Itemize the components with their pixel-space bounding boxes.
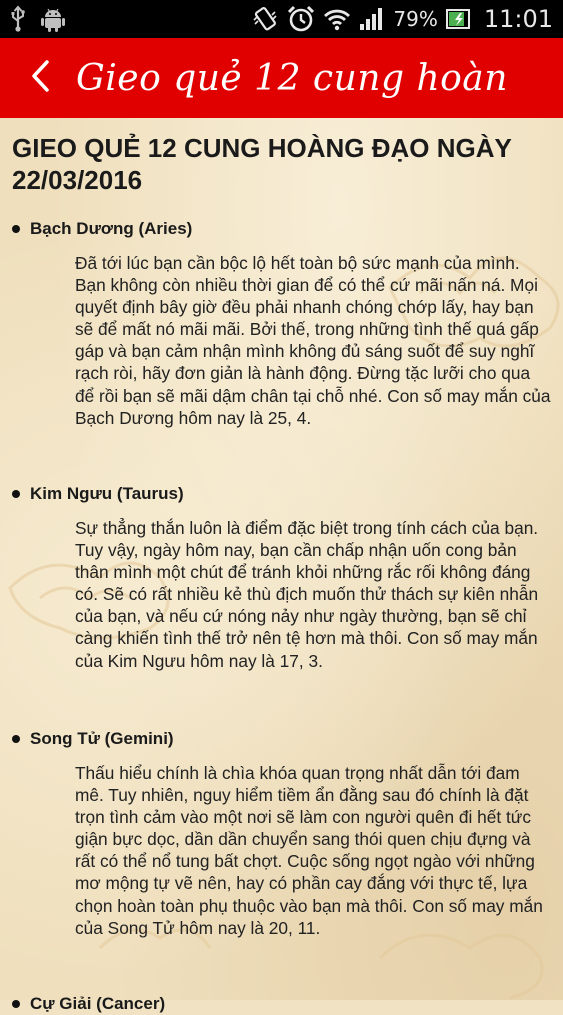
sign-text: Thấu hiểu chính là chìa khóa quan trọng nhất dẫn tới đam mê. Tuy nhiên, nguy hiểm tiềm ẩn đằng sau đó chính là đặt trọn tình cảm vào một nơi sẽ làm con người quên đi hết tức giận bực dọc, dần dần chuyển sang thói quen chịu đựng và rất có thể nổ tung bất chợt. Cuộc sống ngọt ngào với những mơ mộng tự vẽ nên, hay có phần cay đắng với thực tế, lựa chọn hoàn toàn phụ thuộc vào bạn mà thôi. Con số may mắn của Song Tử hôm nay là 20, 11. <box>75 763 543 938</box>
usb-icon <box>10 6 26 32</box>
sign-name: Bạch Dương (Aries) <box>30 219 193 238</box>
signal-icon <box>359 7 385 31</box>
bullet-icon <box>12 1000 20 1008</box>
header-title: Gieo quẻ 12 cung hoàn <box>76 57 508 99</box>
page-title: GIEO QUẺ 12 CUNG HOÀNG ĐẠO NGÀY 22/03/2016 <box>12 133 512 195</box>
vibrate-icon <box>251 6 279 32</box>
bullet-icon <box>12 735 20 743</box>
sign-heading <box>0 483 184 505</box>
content-scroll-area[interactable] <box>0 118 563 1013</box>
system-icons <box>251 0 553 38</box>
sign-name: Kim Ngưu (Taurus) <box>30 484 184 503</box>
battery-percent: 79% <box>393 7 438 31</box>
status-bar <box>0 0 563 38</box>
sign-heading <box>0 218 192 240</box>
wifi-icon <box>323 7 351 31</box>
notification-icons <box>10 5 66 33</box>
sign-heading <box>0 993 165 1015</box>
app-header <box>0 38 563 118</box>
android-icon <box>40 6 66 32</box>
battery-icon <box>446 8 472 30</box>
alarm-icon <box>287 5 315 33</box>
sign-text: Sự thẳng thắn luôn là điểm đặc biệt trong tính cách của bạn. Tuy vậy, ngày hôm nay, bạn cần chấp nhận uốn cong bản thân mình một chút để tránh khỏi những rắc rối không đáng có. Sẽ có rất nhiều kẻ thù địch muốn thử thách sự kiên nhẫn của bạn, và nếu cứ nóng nảy như ngày thường, bạn sẽ chỉ càng khiến tình thế trở nên tệ hơn mà thôi. Con số may mắn của Kim Ngưu hôm nay là 17, 3. <box>75 518 539 671</box>
bullet-icon <box>12 490 20 498</box>
bullet-icon <box>12 225 20 233</box>
sign-text: Đã tới lúc bạn cần bộc lộ hết toàn bộ sức mạnh của mình. Bạn không còn nhiều thời gian để có thể cứ mãi nấn ná. Mọi quyết định bây giờ đều phải nhanh chóng chớp lấy, hay bạn sẽ để mất nó mãi mãi. Bởi thế, trong những tình thế quá gấp gáp và bạn cảm nhận mình không đủ sáng suốt để suy nghĩ rạch ròi, hãy đơn giản là hành động. Đừng tặc lưỡi cho qua để rồi bạn sẽ mãi dậm chân tại chỗ nhé. Con số may mắn của Bạch Dương hôm nay là 25, 4. <box>75 253 551 428</box>
sign-name: Cự Giải (Cancer) <box>30 994 166 1013</box>
back-arrow-icon <box>29 59 51 97</box>
clock: 11:01 <box>483 5 553 33</box>
sign-heading <box>0 728 174 750</box>
sign-name: Song Tử (Gemini) <box>30 729 174 748</box>
back-button[interactable] <box>12 38 68 118</box>
